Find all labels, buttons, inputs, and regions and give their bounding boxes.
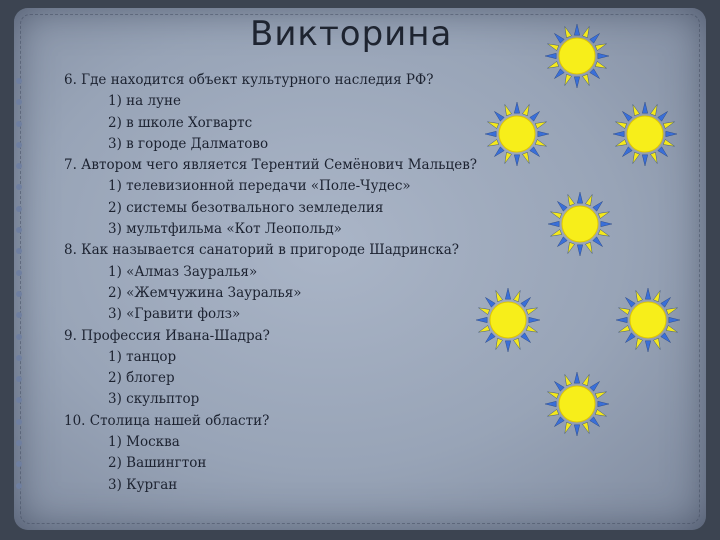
answer-text: 3) «Гравити фолз» bbox=[108, 306, 241, 323]
answer-text: 1) телевизионной передачи «Поле-Чудес» bbox=[108, 178, 411, 195]
question-text: 9. Профессия Ивана-Шадра? bbox=[64, 327, 270, 344]
sun-icon bbox=[548, 192, 612, 256]
sun-icon bbox=[613, 102, 677, 166]
answer-text: 1) Москва bbox=[108, 434, 180, 451]
answer-text: 2) Вашингтон bbox=[108, 455, 207, 472]
sun-icon bbox=[545, 24, 609, 88]
question-text: 7. Автором чего является Терентий Семёнович Мальцев? bbox=[64, 157, 478, 174]
sun-icon bbox=[616, 288, 680, 352]
answer-text: 3) скульптор bbox=[108, 391, 200, 408]
answer-text: 3) мультфильма «Кот Леопольд» bbox=[108, 221, 342, 238]
sun-icon bbox=[545, 372, 609, 436]
answer-text: 2) «Жемчужина Зауралья» bbox=[108, 284, 302, 301]
answer-text: 3) Курган bbox=[108, 476, 178, 493]
question-text: 6. Где находится объект культурного наследия РФ? bbox=[64, 72, 434, 88]
answer-text: 2) в школе Хогвартс bbox=[108, 114, 253, 131]
page-title: Викторина bbox=[250, 14, 453, 54]
sun-icon bbox=[485, 102, 549, 166]
question-text: 10. Столица нашей области? bbox=[64, 412, 270, 429]
answer-text: 1) на луне bbox=[108, 93, 181, 110]
answer-text: 2) системы безотвального земледелия bbox=[108, 199, 384, 216]
answer-text: 3) в городе Далматово bbox=[108, 135, 269, 152]
question-text: 8. Как называется санаторий в пригороде Шадринска? bbox=[64, 242, 459, 259]
sun-icon bbox=[476, 288, 540, 352]
answer-text: 1) «Алмаз Зауралья» bbox=[108, 263, 258, 280]
answer-text: 1) танцор bbox=[108, 348, 177, 365]
answer-text: 2) блогер bbox=[108, 370, 175, 387]
